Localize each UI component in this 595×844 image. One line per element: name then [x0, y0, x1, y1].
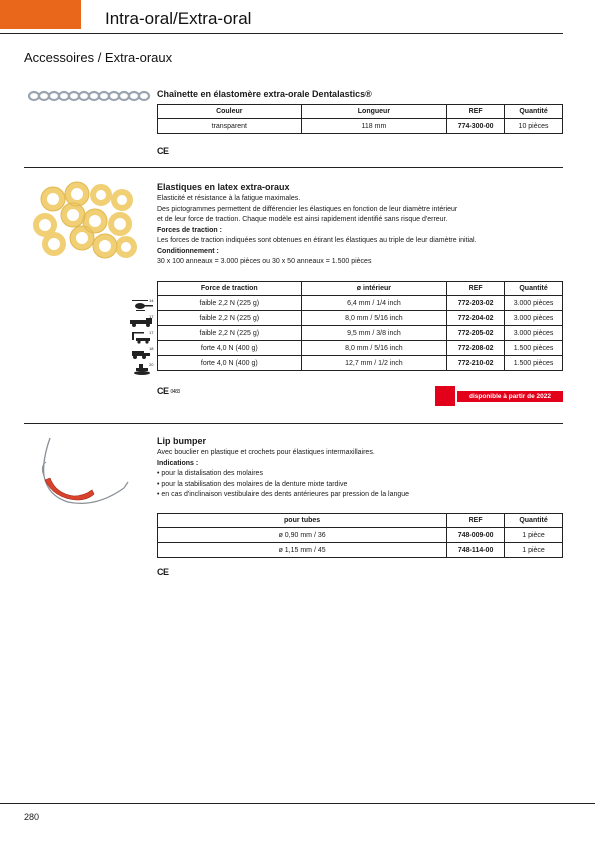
ce-number: 0483: [170, 388, 180, 395]
description-line: 30 x 100 anneaux = 3.000 pièces ou 30 x 50 anneaux = 1.500 pièces: [157, 258, 372, 265]
table-row: [158, 296, 563, 311]
latex-title: Elastiques en latex extra-oraux: [157, 182, 290, 192]
section-title: Accessoires / Extra-oraux: [24, 50, 173, 65]
table-header-row: [158, 514, 563, 528]
chain-table: [157, 104, 563, 134]
footer-divider: [0, 803, 595, 804]
tank-pictogram: [128, 362, 156, 376]
availability-label: disponible à partir de 2022: [457, 391, 563, 402]
description-line: et de leur force de traction. Chaque modèle est ainsi rapidement identifié sans risque d'erreur.: [157, 216, 448, 223]
table-row: [158, 341, 563, 356]
diameter-cell: 8,0 mm / 5/16 inch: [301, 311, 447, 326]
description-line: Des pictogrammes permettent de différencier les élastiques en fonction de leur diamètre intérieur: [157, 205, 458, 213]
table-header-cell: Quantité: [505, 105, 563, 119]
page-number: 280: [24, 812, 40, 822]
quantity-cell: 1 pièce: [505, 543, 563, 558]
ref-cell: 772-210-02: [447, 356, 505, 371]
color-cell: transparent: [158, 119, 302, 134]
quantity-cell: 1.500 pièces: [505, 341, 563, 356]
description-heading: Conditionnement :: [157, 247, 219, 255]
ref-cell: 772-208-02: [447, 341, 505, 356]
diameter-cell: 6,4 mm / 1/4 inch: [301, 296, 447, 311]
table-header-cell: REF: [447, 514, 505, 528]
table-header-cell: Longueur: [301, 105, 447, 119]
lip-bumper-image: [28, 436, 138, 516]
description-heading: Forces de traction :: [157, 226, 222, 234]
lip-bumper-table: [157, 513, 563, 558]
table-row: [158, 528, 563, 543]
quantity-cell: 1.500 pièces: [505, 356, 563, 371]
description-line: • pour la stabilisation des molaires de la denture mixte tardive: [157, 480, 348, 488]
ref-cell: 772-204-02: [447, 311, 505, 326]
tube-cell: ø 1,15 mm / 45: [158, 543, 447, 558]
digger-pictogram: [128, 346, 156, 360]
ref-cell: 772-205-02: [447, 326, 505, 341]
page-header-title: Intra-oral/Extra-oral: [105, 9, 252, 28]
chain-title: Chaînette en élastomère extra-orale Dentalastics®: [157, 89, 372, 99]
force-cell: forte 4,0 N (400 g): [158, 356, 302, 371]
table-header-cell: ø intérieur: [301, 282, 447, 296]
ref-cell: 772-203-02: [447, 296, 505, 311]
tube-cell: ø 0,90 mm / 36: [158, 528, 447, 543]
description-line: Avec bouclier en plastique et crochets pour élastiques intermaxillaires.: [157, 449, 375, 456]
ce-mark: CE: [157, 146, 169, 156]
chain-image: [26, 86, 152, 106]
table-header-cell: REF: [447, 105, 505, 119]
table-row: [158, 356, 563, 371]
table-header-cell: Quantité: [505, 514, 563, 528]
quantity-cell: 1 pièce: [505, 528, 563, 543]
availability-badge: [435, 386, 563, 406]
table-header-row: [158, 282, 563, 296]
description-heading: Indications :: [157, 459, 199, 467]
helicopter-pictogram: [128, 298, 156, 312]
quantity-cell: 3.000 pièces: [505, 296, 563, 311]
description-line: • pour la distalisation des molaires: [157, 470, 263, 477]
ref-cell: 748-009-00: [447, 528, 505, 543]
pictogram-number: 17: [149, 314, 154, 319]
ref-cell: 748-114-00: [447, 543, 505, 558]
ce-mark: CE 0483: [157, 386, 180, 396]
diameter-cell: 12,7 mm / 1/2 inch: [301, 356, 447, 371]
ce-mark: CE: [157, 567, 169, 577]
ref-cell: 774-300-00: [447, 119, 505, 134]
table-header-cell: Quantité: [505, 282, 563, 296]
pictogram-number: 17: [149, 330, 154, 335]
table-header-cell: pour tubes: [158, 514, 447, 528]
table-header-cell: Force de traction: [158, 282, 302, 296]
description-line: Les forces de traction indiquées sont obtenues en étirant les élastiques au triple de leur diamètre initial.: [157, 237, 477, 244]
length-cell: 118 mm: [301, 119, 447, 134]
table-row: [158, 543, 563, 558]
latex-table: [157, 281, 563, 371]
quantity-cell: 3.000 pièces: [505, 311, 563, 326]
diameter-cell: 8,0 mm / 5/16 inch: [301, 341, 447, 356]
description-line: • en cas d'inclinaison vestibulaire des dents antérieures par pression de la langue: [157, 491, 410, 498]
force-cell: faible 2,2 N (225 g): [158, 296, 302, 311]
pictogram-number: 20: [149, 362, 154, 367]
table-row: [158, 326, 563, 341]
force-cell: forte 4,0 N (400 g): [158, 341, 302, 356]
latex-description: [157, 194, 476, 268]
table-header-row: [158, 105, 563, 119]
quantity-cell: 3.000 pièces: [505, 326, 563, 341]
force-cell: faible 2,2 N (225 g): [158, 311, 302, 326]
table-row: [158, 119, 563, 134]
pictogram-number: 14: [149, 298, 154, 303]
diameter-cell: 9,5 mm / 3/8 inch: [301, 326, 447, 341]
table-row: [158, 311, 563, 326]
header-divider: [0, 33, 563, 34]
section-divider: [24, 167, 563, 168]
lip-bumper-title: Lip bumper: [157, 436, 206, 446]
pictogram-number: 18: [149, 346, 154, 351]
section-divider: [24, 423, 563, 424]
table-header-cell: Couleur: [158, 105, 302, 119]
force-cell: faible 2,2 N (225 g): [158, 326, 302, 341]
crane-pictogram: [128, 330, 156, 344]
chapter-tab: [0, 0, 81, 29]
latex-rings-image: [32, 180, 137, 262]
lip-bumper-description: [157, 448, 409, 501]
truck-pictogram: [128, 314, 156, 328]
table-header-cell: REF: [447, 282, 505, 296]
red-square-icon: [435, 386, 455, 406]
quantity-cell: 10 pièces: [505, 119, 563, 134]
description-line: Elasticité et résistance à la fatigue maximales.: [157, 195, 301, 202]
